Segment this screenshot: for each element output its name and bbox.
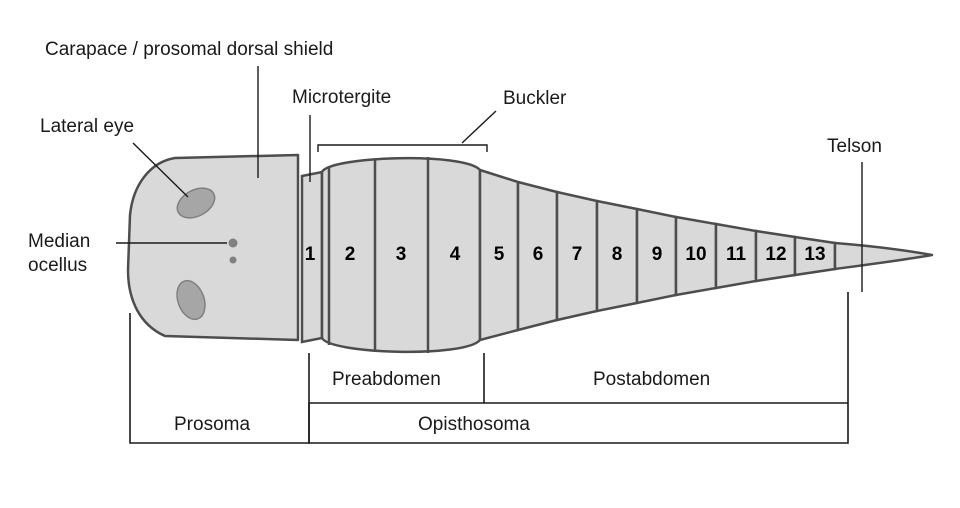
label-lateral-eye: Lateral eye [40,116,135,137]
segment-number-11: 11 [725,244,747,265]
segment-number-10: 10 [685,244,707,265]
label-median-ocellus-line2: ocellus [28,255,88,276]
label-postabdomen: Postabdomen [593,369,711,390]
segment-number-1: 1 [304,244,316,265]
segment-number-13: 13 [804,244,826,265]
segment-number-4: 4 [449,244,461,265]
telson [835,243,932,269]
label-prosoma: Prosoma [174,414,251,435]
segment-number-7: 7 [571,244,583,265]
label-median-ocellus-line1: Median [28,231,91,252]
median-ocellus-lower [230,257,237,264]
segment-number-8: 8 [611,244,623,265]
segment-number-3: 3 [395,244,407,265]
prosoma-carapace [128,155,298,340]
segment-number-2: 2 [344,244,356,265]
label-microtergite: Microtergite [292,87,392,108]
leader-buckler [462,111,496,143]
label-preabdomen: Preabdomen [332,369,441,390]
segment-number-5: 5 [493,244,505,265]
label-telson: Telson [827,136,882,157]
segment-number-6: 6 [532,244,544,265]
median-ocellus-upper [229,239,238,248]
segment-number-9: 9 [651,244,663,265]
label-buckler: Buckler [503,88,567,109]
bracket-buckler [318,145,487,152]
label-carapace: Carapace / prosomal dorsal shield [45,39,334,60]
label-opisthosoma: Opisthosoma [418,414,530,435]
segment-number-12: 12 [765,244,787,265]
